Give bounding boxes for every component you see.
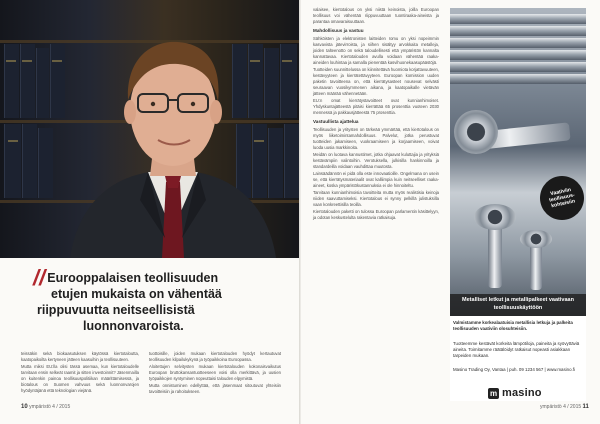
quote-line-4: luonnonvaroista.: [83, 319, 184, 333]
paragraph: Aloitettujen selvitysten mukaan kiertotalouden kokonaisvaikutus Euroopan bruttokansantuotteeseen voisi olla merkittävä, ja uusien työpaikkojen syntyminen nopeuttaisi talouden elpymistä.: [149, 364, 281, 381]
paragraph: Lainsäädännön ei pidä olla este innovaatioille. Ongelmana on usein se, että kierrätysmateriaalit ovat kalliimpia kuin neitseelliset raaka-aineet, koska ympäristökustannuksia ei ole hinnoiteltu.: [313, 171, 439, 188]
ad-contact: Masino Trading Oy, Vantaa | puh. 09 1234 567 | www.masino.fi: [453, 367, 575, 372]
quote-line-2: etujen mukaista on vähentää: [51, 287, 222, 301]
quote-mark: //: [33, 265, 46, 290]
quote-line-3: riippuvuutta neitseellisistä: [37, 303, 195, 317]
left-folio: [21, 404, 70, 410]
page-gutter: [299, 0, 301, 424]
quote-line-1: Eurooppalaisen teollisuuden: [47, 271, 219, 285]
ad-text-2: Tuotteemme kestävät korkeita lämpötiloja, paineita ja syövyttäviä aineita. Toimitamme räätälöidyt ratkaisut nopeasti asiakkaan tarpeiden mukaan.: [453, 341, 580, 358]
issue: 4 / 2015: [563, 404, 582, 410]
advertisement[interactable]: [450, 8, 586, 401]
pull-quote: [33, 265, 283, 334]
paragraph: valaisee, kiertotalous on yksi niistä keinoista, joilla Euroopan teollisuus voi vähentää riippuvuuttaan tuontiraaka-aineista ja parantaa omavaraisuuttaan.: [313, 7, 439, 24]
page-number: 11: [582, 404, 589, 410]
left-column-1: [21, 351, 139, 395]
paragraph: Mutta onnistuminen edellyttää, että jäsenmaat sitoutuvat yhteisiin tavoitteisiin ja rahoitukseen.: [149, 383, 281, 394]
subheading-2: Vastuullista ajattelua: [313, 119, 359, 124]
paragraph: Tuotteiden suunnittelussa on kiinnitettävä huomiota korjattavuuteen, kestävyyteen ja kierrätettävyyteen. Euroopan komission uuden paketin tavoitteena on, että kierrätysasteet nousevat selvästi seuraavan vuosikymmenen aikana, ja kaatopaikalle vietävän jätteen määrää vähennetään.: [313, 67, 440, 96]
ad-headline: Metalliset letkut ja metallipalkeet vaativaan teollisuuskäyttöön: [450, 294, 586, 316]
portrait-photo: [0, 0, 299, 258]
paragraph: EU:n omat kierrätystavoitteet ovat kunnianhimoiset. Yhdyskuntajätteestä pitäisi kierrättää 65 prosenttia vuoteen 2030 mennessä ja pakkausjätteestä 75 prosenttia.: [313, 98, 439, 115]
ad-photo: [450, 8, 586, 316]
page-number: 10: [21, 404, 28, 410]
magazine-name: ympäristö: [29, 404, 51, 410]
paragraph: Teollisuuden ja yritysten on tärkeää ymmärtää, että kiertotalous on myös liiketoimintamahdollisuus. Palvelut, jotka perustuvat tuotteiden jakamiseen, vuokraamiseen ja korjaamiseen, voivat luoda uusia markkinoita.: [313, 127, 439, 150]
paragraph: tuottoisille, joiden mukaan kiertotalouden hyödyt kertautuvat teollisuuden kilpailukykynä ja työpaikkoina Euroopassa.: [149, 351, 281, 362]
paragraph: teissäkin sekä biokaasutuksen käytössä kiertotaloutta, kaatopaikoilta kertyneen jätteen kaasuihin ja teollisuuteen.: [21, 351, 139, 362]
paragraph: Tarvitaan kunnianhimoisia tavoitteita mutta myös realistisia keinoja niiden saavuttamiseksi. Kiertotalous ei synny pelkillä julistuksilla vaan konkreettisilla teoilla.: [313, 190, 439, 207]
right-folio: [540, 404, 589, 410]
issue: 4 / 2015: [52, 404, 71, 410]
ad-badge: [536, 172, 586, 224]
magazine-name: ympäristö: [540, 404, 562, 410]
left-column-2: [149, 351, 281, 396]
badge-text: Vaativiin teollisuus-kohteisiin: [548, 187, 576, 210]
logo-mark: m: [489, 388, 498, 398]
right-column: [313, 7, 439, 222]
masino-logo: [488, 387, 542, 399]
paragraph: Sähköisten ja elektronisten laitteiden romu on yksi nopeimmin kasvavista jätevirroista, ja siihen sisältyy arvokkaita metalleja, joiden talteenotto on sekä taloudellisesti että ympäristön kannalta kannattavaa. Kiertotalouden avulla voidaan vähentää raaka-aineiden louhintaa ja samalla pienentää kasvihuonekaasupäästöjä.: [313, 36, 439, 65]
logo-wordmark: masino: [502, 387, 542, 399]
man-portrait: [0, 0, 299, 258]
ad-text-1: Valmistamme korkealaatuisia metallisia letkuja ja palkeita teollisuuden vaativiin olosuhteisiin.: [453, 320, 573, 331]
paragraph: Kiertotalouden paketti on tulossa Euroopan parlamentin käsittelyyn, ja odotan keskustelulta rakentavia ratkaisuja.: [313, 209, 439, 220]
paragraph: Meidän on luotava kannustimet, jotka ohjaavat kuluttajia ja yrityksiä kestävämpiin valintoihin. Verotuksella, julkisilla hankinnoilla ja standardeilla voidaan vauhdittaa muutosta.: [313, 152, 439, 169]
subheading-1: Mahdollisuus ja vastuu: [313, 28, 364, 33]
paragraph: Mutta miksi EU:lla olisi tässä asemaa, kun kiertotaloudelle tarvitaan ensin selkeät raamit ja sitten investoinnit? Jäsenmailla on kuitenkin painoa teollisuuspolitiikan määrittämisessä, ja biotalous on Suomen vahvuus sekä luonnonvarojen hyödyntäjänä että teknologian viejänä.: [21, 364, 139, 393]
